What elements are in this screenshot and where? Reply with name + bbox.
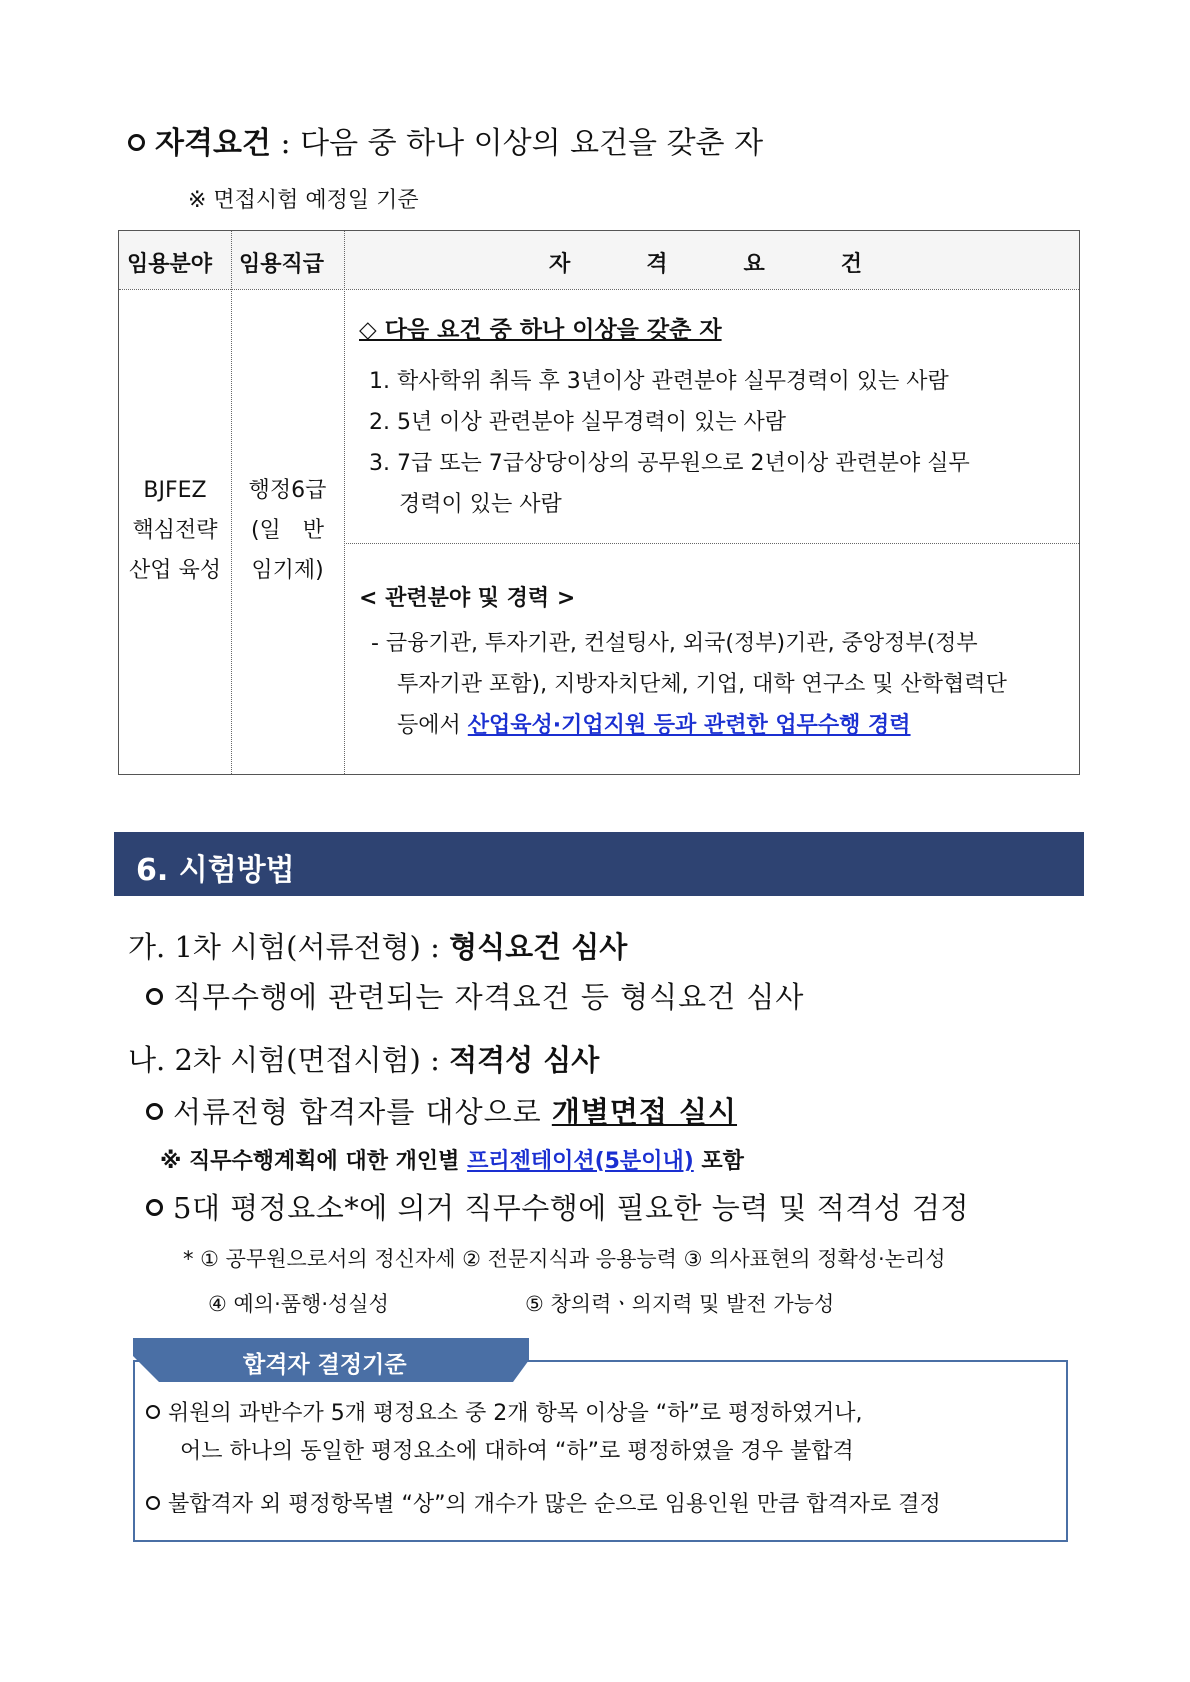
qualification-heading-label: 자격요건 — [155, 126, 271, 161]
second-exam-bullet: 서류전형 합격자를 대상으로 개별면접 실시 — [146, 1090, 737, 1131]
first-exam-bullet: 직무수행에 관련되는 자격요건 등 형식요건 심사 — [146, 975, 804, 1016]
related-field-highlight: 산업육성·기업지원 등과 관련한 업무수행 경력 — [467, 713, 911, 738]
individual-interview-text: 개별면접 실시 — [551, 1095, 738, 1129]
circle-bullet-icon — [146, 1199, 163, 1216]
requirement-title: ◇ 다음 요건 중 하나 이상을 갖춘 자 — [359, 317, 722, 343]
qualification-heading — [128, 118, 763, 162]
qualification-table — [118, 230, 1080, 775]
presentation-note: ※ 직무수행계획에 대한 개인별 프리젠테이션(5분이내) 포함 — [160, 1149, 744, 1174]
requirement-item: 1. 학사학위 취득 후 3년이상 관련분야 실무경력이 있는 사람 — [369, 369, 949, 394]
evaluation-factors-line1: * ① 공무원으로서의 정신자세 ② 전문지식과 응용능력 ③ 의사표현의 정확성·논리성 — [183, 1247, 946, 1271]
qualification-note: ※ 면접시험 예정일 기준 — [188, 188, 419, 213]
requirement-list — [369, 361, 970, 525]
section-header — [114, 832, 1084, 896]
pass-criteria-tab — [133, 1338, 533, 1382]
requirement-item: 2. 5년 이상 관련분야 실무경력이 있는 사람 — [369, 410, 786, 435]
section-title: 6. 시험방법 — [136, 853, 295, 888]
second-exam-heading: 나. 2차 시험(면접시험) : 적격성 심사 — [128, 1043, 600, 1077]
pass-criteria-title: 합격자 결정기준 — [243, 1352, 407, 1378]
grade-cell: 행정6급 (일 반 임기제) — [248, 478, 327, 583]
evaluation-factors-line2b: ⑤ 창의력ㆍ의지력 및 발전 가능성 — [525, 1292, 835, 1316]
first-exam-heading: 가. 1차 시험(서류전형) : 형식요건 심사 — [128, 930, 628, 964]
circle-bullet-icon — [146, 1103, 163, 1120]
col-header-grade: 임용직급 — [239, 252, 325, 277]
qualification-heading-text: : 다음 중 하나 이상의 요건을 갖춘 자 — [280, 126, 764, 161]
circle-bullet-icon — [146, 1496, 160, 1510]
field-cell: BJFEZ 핵심전략 산업 육성 — [128, 478, 221, 583]
col-header-requirement: 자 격 요 건 — [549, 252, 863, 277]
related-field-desc: - 금융기관, 투자기관, 컨설팅사, 외국(정부)기관, 중앙정부(정부 투자기관 포함), 지방자치단체, 기업, 대학 연구소 및 산학협력단 등에서 산업육성·기업지원 등과 관련한 업무수행 경력 — [371, 631, 1007, 738]
col-header-field: 임용분야 — [127, 252, 213, 277]
requirement-item: 3. 7급 또는 7급상당이상의 공무원으로 2년이상 관련분야 실무 — [369, 451, 970, 476]
circle-bullet-icon — [146, 1405, 160, 1419]
evaluation-bullet: 5대 평정요소*에 의거 직무수행에 필요한 능력 및 적격성 검정 — [146, 1186, 969, 1227]
criteria-item-1: 위원의 과반수가 5개 평정요소 중 2개 항목 이상을 “하”로 평정하였거나, 어느 하나의 동일한 평정요소에 대하여 “하”로 평정하였을 경우 불합격 — [146, 1395, 863, 1471]
presentation-highlight: 프리젠테이션(5분이내) — [467, 1149, 694, 1174]
circle-bullet-icon — [146, 988, 163, 1005]
circle-bullet-icon — [128, 134, 145, 151]
requirement-item: 경력이 있는 사람 — [399, 492, 562, 517]
related-field-title: < 관련분야 및 경력 > — [359, 586, 576, 611]
criteria-item-2: 불합격자 외 평정항목별 “상”의 개수가 많은 순으로 임용인원 만큼 합격자로 결정 — [146, 1487, 941, 1518]
evaluation-factors-line2: ④ 예의·품행·성실성 — [208, 1292, 389, 1316]
